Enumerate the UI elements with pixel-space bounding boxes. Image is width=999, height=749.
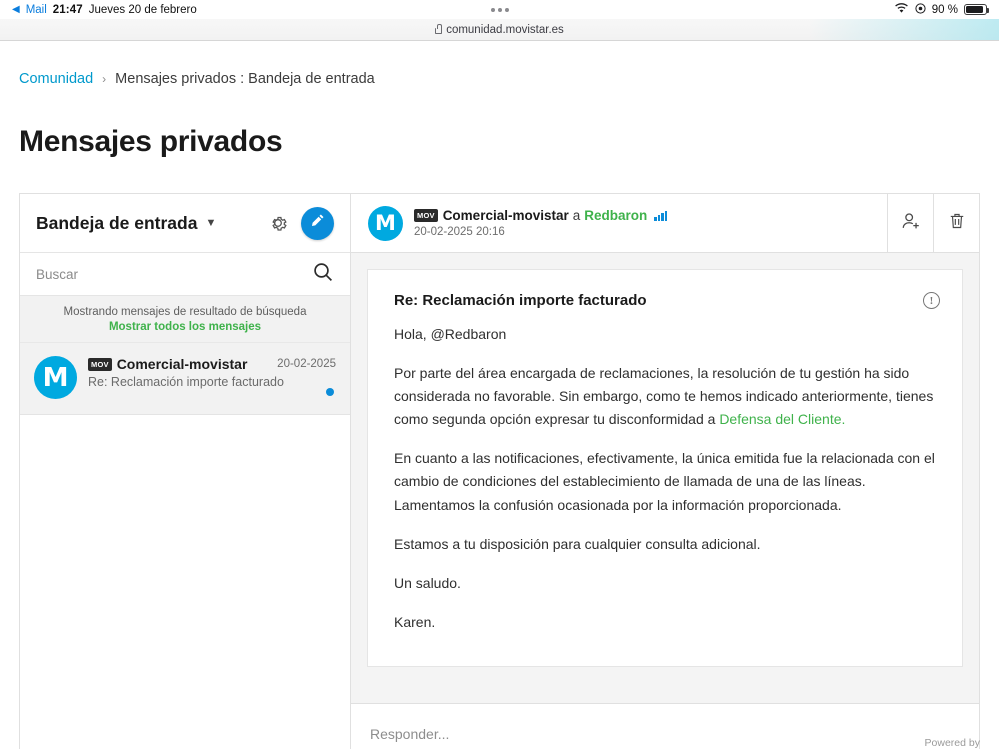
unread-indicator-icon — [326, 388, 334, 396]
status-bar-right — [894, 3, 987, 17]
dot-icon — [498, 8, 502, 12]
defensa-cliente-link[interactable]: Defensa del Cliente. — [719, 411, 846, 428]
trash-icon — [947, 211, 967, 236]
address-bar-url: comunidad.movistar.es — [446, 23, 564, 36]
chevron-down-icon[interactable]: ▼ — [205, 217, 217, 229]
message-paragraph-1-text: Por parte del área encargada de reclamaciones, la resolución de tu gestión ha sido considerada no favorable. Sin embargo, como te hemos indicado anteriormente, tienes como segunda opción expresar tu disconformidad a — [394, 365, 934, 428]
message-card — [367, 269, 963, 667]
rank-bars-icon — [654, 211, 667, 221]
lock-icon — [435, 28, 442, 34]
reply-input[interactable] — [370, 726, 960, 742]
breadcrumb-current: Mensajes privados : Bandeja de entrada — [115, 71, 375, 87]
location-icon — [915, 3, 926, 17]
search-results-text: Mostrando mensajes de resultado de búsqueda — [63, 306, 307, 318]
page-title: Mensajes privados — [19, 125, 283, 158]
info-icon[interactable]: ! — [923, 292, 940, 309]
add-user-button[interactable] — [887, 194, 933, 252]
dot-icon — [505, 8, 509, 12]
dot-icon — [491, 8, 495, 12]
inbox-search-row[interactable] — [20, 253, 350, 296]
wifi-icon — [894, 3, 909, 17]
status-time: 21:47 — [52, 3, 83, 16]
list-item-sender: Comercial-movistar — [116, 356, 248, 372]
thread-participants — [414, 208, 667, 223]
thread-header-main — [351, 194, 887, 252]
gear-icon[interactable] — [268, 213, 288, 233]
breadcrumb-separator-icon: › — [102, 72, 107, 86]
thread-timestamp: 20-02-2025 20:16 — [414, 226, 505, 238]
avatar — [368, 206, 403, 241]
status-badge: MOV — [88, 358, 112, 371]
browser-address-bar[interactable] — [0, 19, 999, 41]
inbox-empty-area — [20, 415, 350, 749]
avatar-letter: M — [42, 362, 69, 393]
thread-sender[interactable]: Comercial-movistar — [442, 208, 569, 223]
page-content — [0, 41, 999, 749]
thread-header-text — [414, 208, 667, 238]
message-paragraph-1 — [394, 362, 936, 431]
list-item-date: 20-02-2025 — [277, 358, 336, 370]
back-arrow-icon[interactable]: ◀ — [12, 4, 20, 15]
back-app-label[interactable]: Mail — [25, 3, 47, 16]
inbox-title: Bandeja de entrada — [36, 212, 198, 233]
inbox-pane — [20, 194, 351, 749]
messages-layout — [19, 193, 980, 749]
avatar-letter: M — [375, 210, 396, 235]
battery-percent-label: 90 % — [931, 3, 958, 16]
message-signature: Karen. — [394, 613, 436, 630]
reply-row[interactable] — [351, 703, 979, 749]
powered-by-label: Powered by — [924, 737, 980, 749]
list-item-subject: Re: Reclamación importe facturado — [88, 375, 284, 389]
decorative-glow — [809, 19, 999, 40]
inbox-header — [20, 194, 350, 253]
battery-icon — [964, 4, 987, 15]
status-badge: MOV — [414, 209, 438, 222]
thread-pane — [351, 194, 979, 749]
message-greeting: Hola, @Redbaron — [394, 326, 507, 342]
status-bar-left — [12, 4, 197, 16]
search-results-notice — [20, 296, 350, 343]
breadcrumb-home-link[interactable]: Comunidad — [19, 71, 94, 87]
status-date: Jueves 20 de febrero — [88, 3, 197, 16]
search-icon[interactable] — [312, 261, 334, 288]
delete-button[interactable] — [933, 194, 979, 252]
address-bar-content — [435, 24, 564, 36]
ios-status-bar — [0, 0, 999, 19]
message-paragraph-2: En cuanto a las notificaciones, efectivamente, la única emitida fue la relacionada con el cambio de condiciones del establecimiento de llamada de una de las líneas. Lamentamos la confusión ocasionada por la información proporcionada. — [394, 450, 935, 513]
list-item-body — [88, 356, 336, 389]
compose-message-button[interactable] — [301, 207, 334, 240]
thread-header — [351, 194, 979, 253]
show-all-messages-link[interactable]: Mostrar todos los mensajes — [108, 321, 262, 333]
tab-overview-dots[interactable] — [491, 8, 509, 12]
list-item[interactable] — [20, 343, 350, 415]
thread-body — [351, 253, 979, 703]
pencil-icon — [310, 213, 325, 233]
thread-to-prefix: a — [572, 208, 581, 223]
message-paragraph-3: Estamos a tu disposición para cualquier consulta adicional. — [394, 535, 761, 552]
search-input[interactable] — [36, 267, 312, 282]
thread-recipient[interactable]: Redbaron — [584, 208, 648, 223]
message-subject: Re: Reclamación importe facturado — [394, 292, 647, 309]
add-user-icon — [900, 210, 922, 237]
list-item-header — [88, 356, 336, 372]
message-signoff: Un saludo. — [394, 574, 461, 591]
breadcrumb — [19, 41, 980, 87]
avatar — [34, 356, 77, 399]
